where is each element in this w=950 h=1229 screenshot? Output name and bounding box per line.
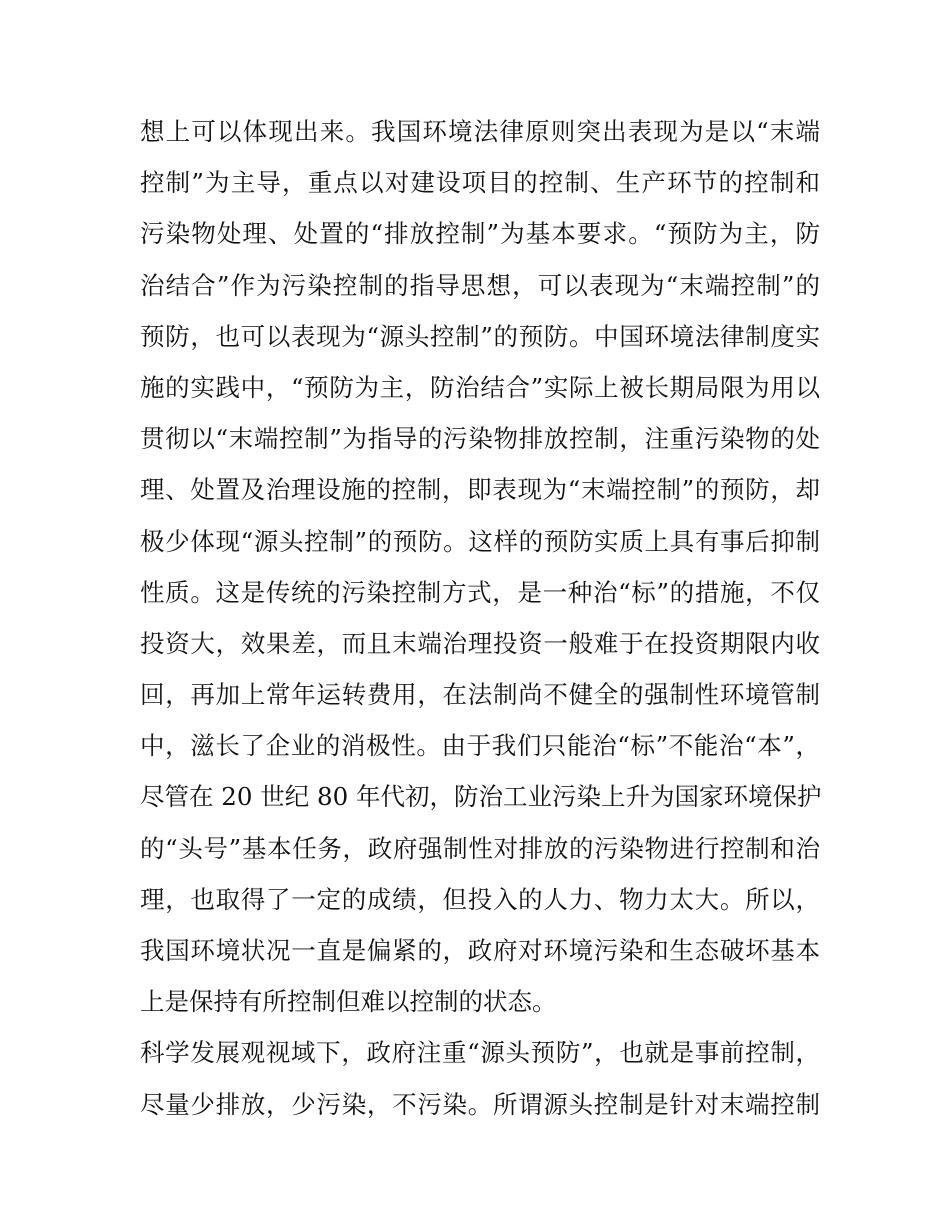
text-line: 极少体现“源头控制”的预防。这样的预防实质上具有事后抑制 [140,526,820,556]
paragraph-1 [140,106,820,1027]
document-body [140,106,820,1130]
paragraph-2 [140,1027,820,1129]
text-line: 想上可以体现出来。我国环境法律原则突出表现为是以“末端 [140,117,820,146]
text-line: 上是保持有所控制但难以控制的状态。 [140,987,557,1017]
text-line: 贯彻以“末端控制”为指导的污染物排放控制，注重污染物的处 [140,424,820,454]
text-line: 投资大，效果差，而且末端治理投资一般难于在投资期限内收 [140,628,820,658]
text-line: 尽量少排放，少污染，不污染。所谓源头控制是针对末端控制 [140,1089,820,1119]
text-line: 污染物处理、处置的“排放控制”为基本要求。“预防为主，防 [140,219,820,249]
text-line: 回，再加上常年运转费用，在法制尚不健全的强制性环境管制 [140,680,820,710]
text-line: 我国环境状况一直是偏紧的，政府对环境污染和生态破坏基本 [140,936,820,965]
text-line: 的“头号”基本任务，政府强制性对排放的污染物进行控制和治 [140,833,820,863]
text-line: 预防，也可以表现为“源头控制”的预防。中国环境法律制度实 [140,321,820,351]
text-line: 科学发展观视域下，政府注重“源头预防”，也就是事前控制， [140,1038,820,1068]
text-line: 理、处置及治理设施的控制，即表现为“末端控制”的预防，却 [140,475,820,505]
text-line: 施的实践中，“预防为主，防治结合”实际上被长期局限为用以 [140,372,820,402]
text-line: 控制”为主导，重点以对建设项目的控制、生产环节的控制和 [140,168,820,198]
text-line: 性质。这是传统的污染控制方式，是一种治“标”的措施，不仅 [140,577,820,607]
text-line: 中，滋长了企业的消极性。由于我们只能治“标”不能治“本”， [140,731,820,761]
text-line: 治结合”作为污染控制的指导思想，可以表现为“末端控制”的 [140,270,820,300]
text-line: 尽管在 20 世纪 80 年代初，防治工业污染上升为国家环境保护 [140,782,822,812]
text-line: 理，也取得了一定的成绩，但投入的人力、物力太大。所以， [140,884,820,914]
